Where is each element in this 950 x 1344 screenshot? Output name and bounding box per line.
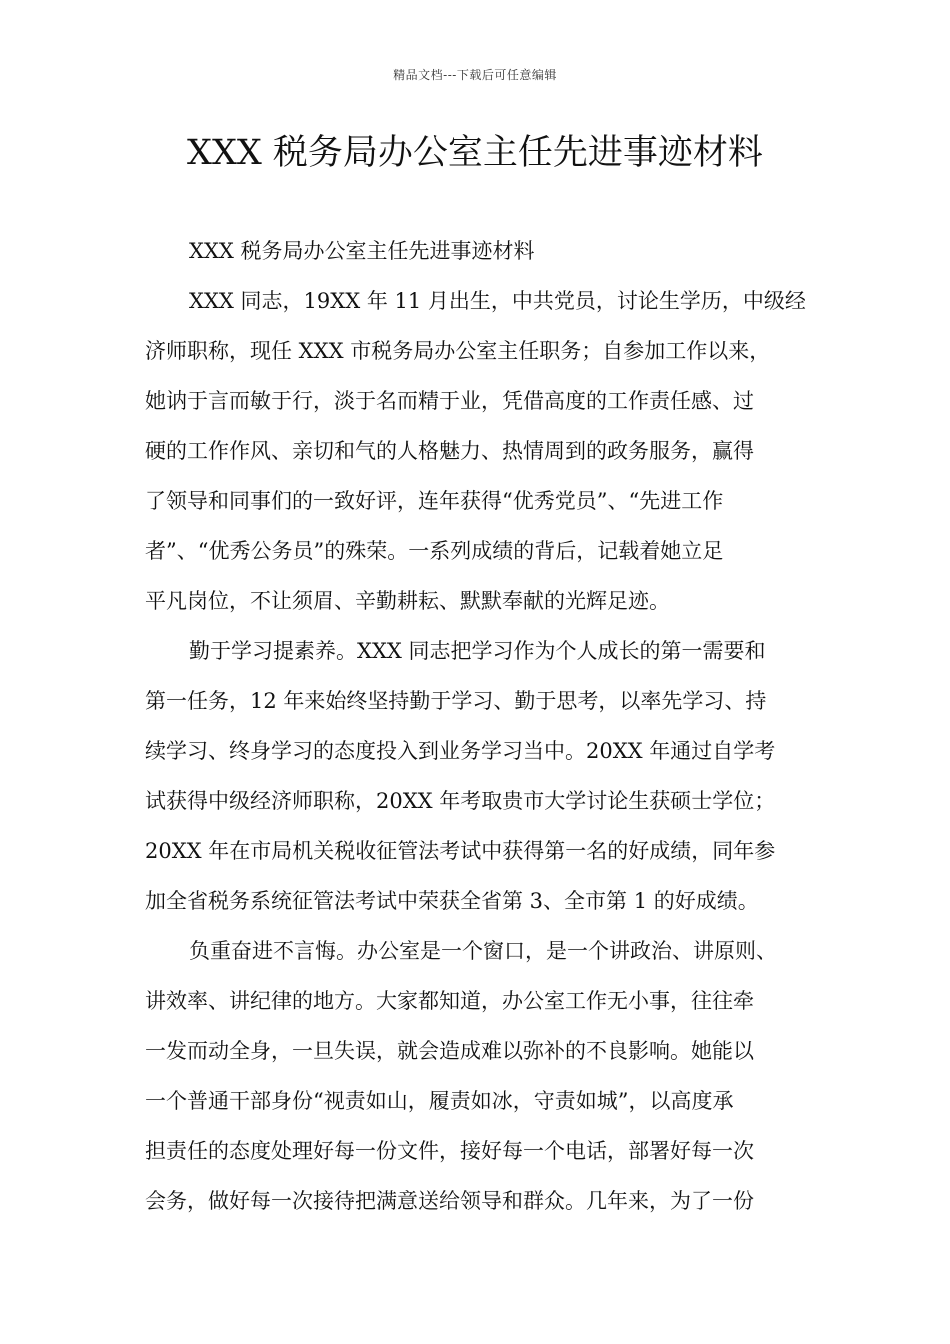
body-line: 硬的工作作风、亲切和气的人格魅力、热情周到的政务服务，赢得 (145, 439, 754, 463)
document-header-note: 精品文档---下载后可任意编辑 (393, 68, 557, 82)
body-line: 加全省税务系统征管法考试中荣获全省第 3、全市第 1 的好成绩。 (145, 889, 759, 913)
body-line: 了领导和同事们的一致好评，连年获得“优秀党员”、“先进工作 (145, 489, 724, 513)
body-line: 担责任的态度处理好每一份文件，接好每一个电话，部署好每一次 (145, 1139, 754, 1163)
document-body (145, 226, 825, 1226)
body-line: 平凡岗位，不让须眉、辛勤耕耘、默默奉献的光辉足迹。 (145, 589, 670, 613)
body-line: 勤于学习提素养。XXX 同志把学习作为个人成长的第一需要和 (189, 639, 766, 663)
document-title: XXX 税务局办公室主任先进事迹材料 (187, 133, 763, 173)
body-line: 20XX 年在市局机关税收征管法考试中获得第一名的好成绩，同年参 (145, 839, 776, 863)
body-line: 一发而动全身，一旦失误，就会造成难以弥补的不良影响。她能以 (145, 1039, 754, 1063)
body-line: 一个普通干部身份“视责如山，履责如冰，守责如城”，以高度承 (145, 1089, 734, 1113)
body-line: 者”、“优秀公务员”的殊荣。一系列成绩的背后，记载着她立足 (145, 539, 724, 563)
body-line: 讲效率、讲纪律的地方。大家都知道，办公室工作无小事，往往牵 (145, 989, 754, 1013)
body-line: 试获得中级经济师职称，20XX 年考取贵市大学讨论生获硕士学位； (145, 789, 776, 813)
body-line: XXX 同志，19XX 年 11 月出生，中共党员，讨论生学历，中级经 (189, 289, 806, 313)
body-line: 负重奋进不言悔。办公室是一个窗口，是一个讲政治、讲原则、 (189, 939, 777, 963)
body-line: 第一任务，12 年来始终坚持勤于学习、勤于思考，以率先学习、持 (145, 689, 767, 713)
body-line: 济师职称，现任 XXX 市税务局办公室主任职务；自参加工作以来， (145, 339, 771, 363)
body-line: 会务，做好每一次接待把满意送给领导和群众。几年来，为了一份 (145, 1189, 754, 1213)
body-line: XXX 税务局办公室主任先进事迹材料 (189, 239, 535, 263)
body-line: 她讷于言而敏于行，淡于名而精于业，凭借高度的工作责任感、过 (145, 389, 754, 413)
body-line: 续学习、终身学习的态度投入到业务学习当中。20XX 年通过自学考 (145, 739, 776, 763)
